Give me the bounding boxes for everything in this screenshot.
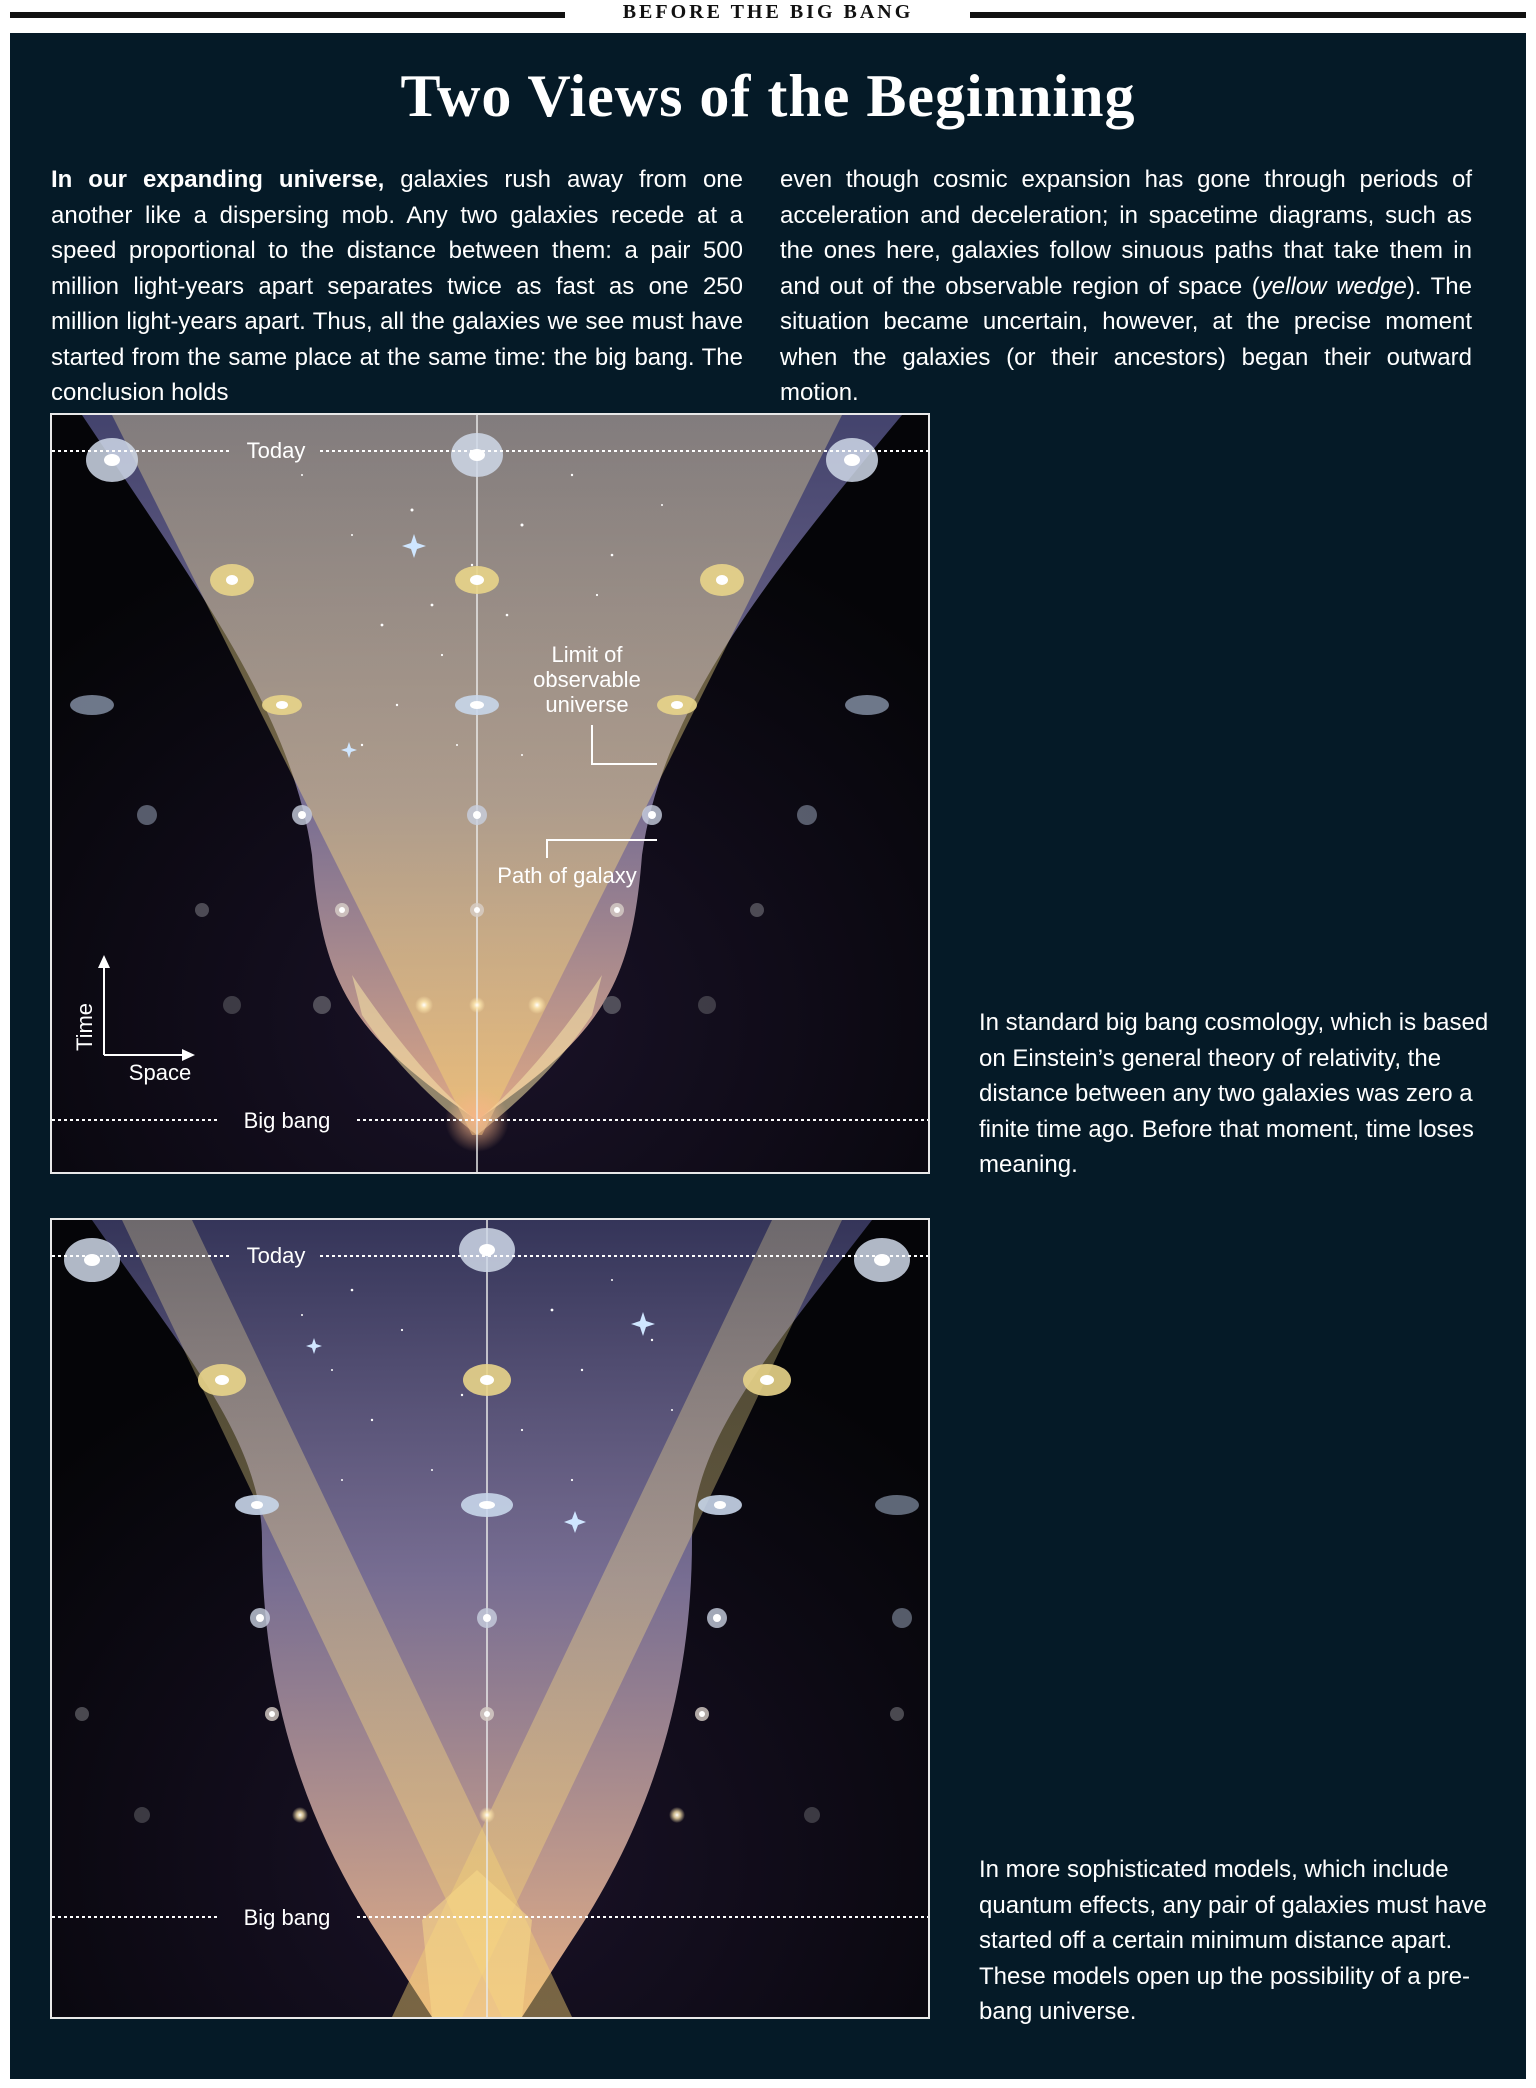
col2-text-1: even though cosmic expansion has gone through periods of acceleration and deceleration; in spacetime diagrams, such as the ones here, galaxies follow sinuous paths that take them in and out of the observable region of space ( bbox=[780, 166, 1472, 300]
col2-text-2: ). The situation became uncertain, however, at the precise moment when the galaxies (or their ancestors) began their outward motion. bbox=[780, 272, 1472, 406]
intro-lead: In our expanding universe, bbox=[51, 166, 385, 193]
intro-column-right bbox=[780, 162, 1472, 411]
label-today: Today bbox=[246, 438, 306, 463]
label-big-bang: Big bang bbox=[243, 1108, 331, 1133]
col2-italic: yellow wedge bbox=[1259, 272, 1407, 300]
diagram-standard-svg bbox=[52, 415, 928, 1172]
label-today: Today bbox=[246, 1243, 306, 1268]
axis-label-space: Space bbox=[128, 1060, 192, 1085]
label-big-bang: Big bang bbox=[243, 1905, 331, 1930]
header-rule-left bbox=[10, 12, 565, 18]
intro-body: galaxies rush away from one another like a dispersing mob. Any two galaxies recede at a speed proportional to the distance between them: a pair 500 million light-years apart separates twice as fast as one 250 million light-years apart. Thus, all the galaxies we see must have started from the same place at the same time: the big bang. The conclusion holds bbox=[51, 166, 743, 406]
header-rule-right bbox=[970, 12, 1526, 18]
diagram-quantum-svg bbox=[52, 1220, 928, 2017]
diagram-standard-big-bang bbox=[50, 413, 930, 1174]
axis-label-time: Time bbox=[72, 1002, 97, 1052]
intro-column-left bbox=[51, 162, 743, 411]
diagram-quantum-models bbox=[50, 1218, 930, 2019]
caption-quantum-models: In more sophisticated models, which include quantum effects, any pair of galaxies must have started off a certain minimum distance apart. These models open up the possibility of a pre-bang universe. bbox=[979, 1856, 1487, 2025]
caption-standard-model: In standard big bang cosmology, which is based on Einstein’s general theory of relativity, the distance between any two galaxies was zero a finite time ago. Before that moment, time loses meaning. bbox=[979, 1009, 1489, 1178]
label-limit-2: observable bbox=[533, 667, 641, 692]
page-title: Two Views of the Beginning bbox=[400, 63, 1136, 129]
label-path-of-galaxy: Path of galaxy bbox=[497, 863, 637, 888]
label-limit-3: universe bbox=[545, 692, 629, 717]
label-limit-1: Limit of bbox=[551, 642, 623, 667]
section-banner: BEFORE THE BIG BANG bbox=[622, 1, 914, 23]
